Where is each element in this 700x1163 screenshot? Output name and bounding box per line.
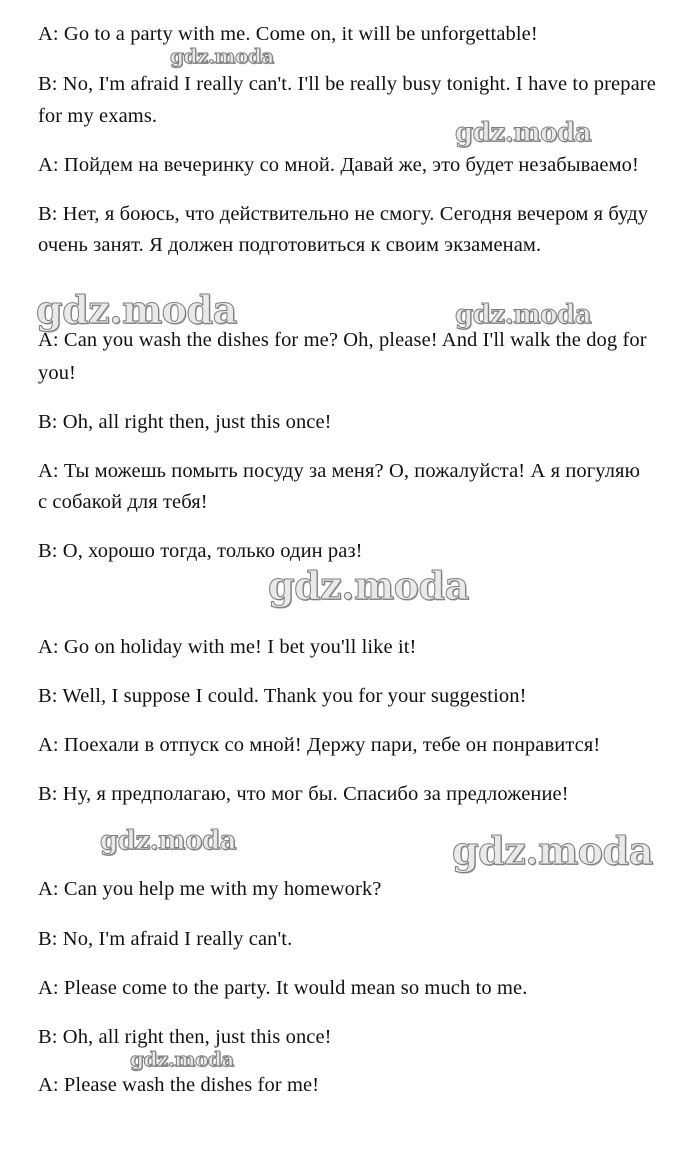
dialogue-4-line-3: A: Please come to the party. It would mean so much to me. xyxy=(38,977,528,999)
watermark: gdz.moda xyxy=(452,828,653,873)
dialogue-3-line-3: A: Поехали в отпуск со мной! Держу пари, тебе он понравится! xyxy=(38,734,601,756)
dialogue-1-line-3: for my exams. xyxy=(38,105,158,127)
dialogue-2-line-4: A: Ты можешь помыть посуду за меня? О, пожалуйста! А я погуляю xyxy=(38,460,640,482)
dialogue-2-line-5: с собакой для тебя! xyxy=(38,491,208,513)
dialogue-2-line-3: B: Oh, all right then, just this once! xyxy=(38,411,332,433)
dialogue-1-line-4: A: Пойдем на вечеринку со мной. Давай же, это будет незабываемо! xyxy=(38,154,639,176)
dialogue-2-line-6: B: О, хорошо тогда, только один раз! xyxy=(38,540,363,562)
dialogue-3-line-2: B: Well, I suppose I could. Thank you for your suggestion! xyxy=(38,685,527,707)
dialogue-4-line-1: A: Can you help me with my homework? xyxy=(38,878,382,900)
dialogue-2-line-2: you! xyxy=(38,362,76,384)
dialogue-4-line-5: A: Please wash the dishes for me! xyxy=(38,1074,320,1096)
dialogue-3-line-1: A: Go on holiday with me! I bet you'll like it! xyxy=(38,636,417,658)
watermark: gdz.moda xyxy=(268,563,469,608)
watermark: gdz.moda xyxy=(170,44,274,68)
dialogue-1-line-6: очень занят. Я должен подготовиться к своим экзаменам. xyxy=(38,234,542,256)
dialogue-2-line-1: A: Can you wash the dishes for me? Oh, please! And I'll walk the dog for xyxy=(38,329,647,351)
dialogue-4-line-4: B: Oh, all right then, just this once! xyxy=(38,1026,332,1048)
dialogue-1-line-2: B: No, I'm afraid I really can't. I'll be really busy tonight. I have to prepare xyxy=(38,73,656,95)
watermark: gdz.moda xyxy=(455,118,592,148)
watermark: gdz.moda xyxy=(130,1047,234,1071)
dialogue-4-line-2: B: No, I'm afraid I really can't. xyxy=(38,928,293,950)
dialogue-1-line-5: B: Нет, я боюсь, что действительно не смогу. Сегодня вечером я буду xyxy=(38,203,649,225)
watermark: gdz.moda xyxy=(100,826,237,856)
dialogue-3-line-4: B: Ну, я предполагаю, что мог бы. Спасибо за предложение! xyxy=(38,783,569,805)
watermark: gdz.moda xyxy=(455,300,592,330)
dialogue-1-line-1: A: Go to a party with me. Come on, it will be unforgettable! xyxy=(38,23,538,45)
watermark: gdz.moda xyxy=(36,287,237,332)
